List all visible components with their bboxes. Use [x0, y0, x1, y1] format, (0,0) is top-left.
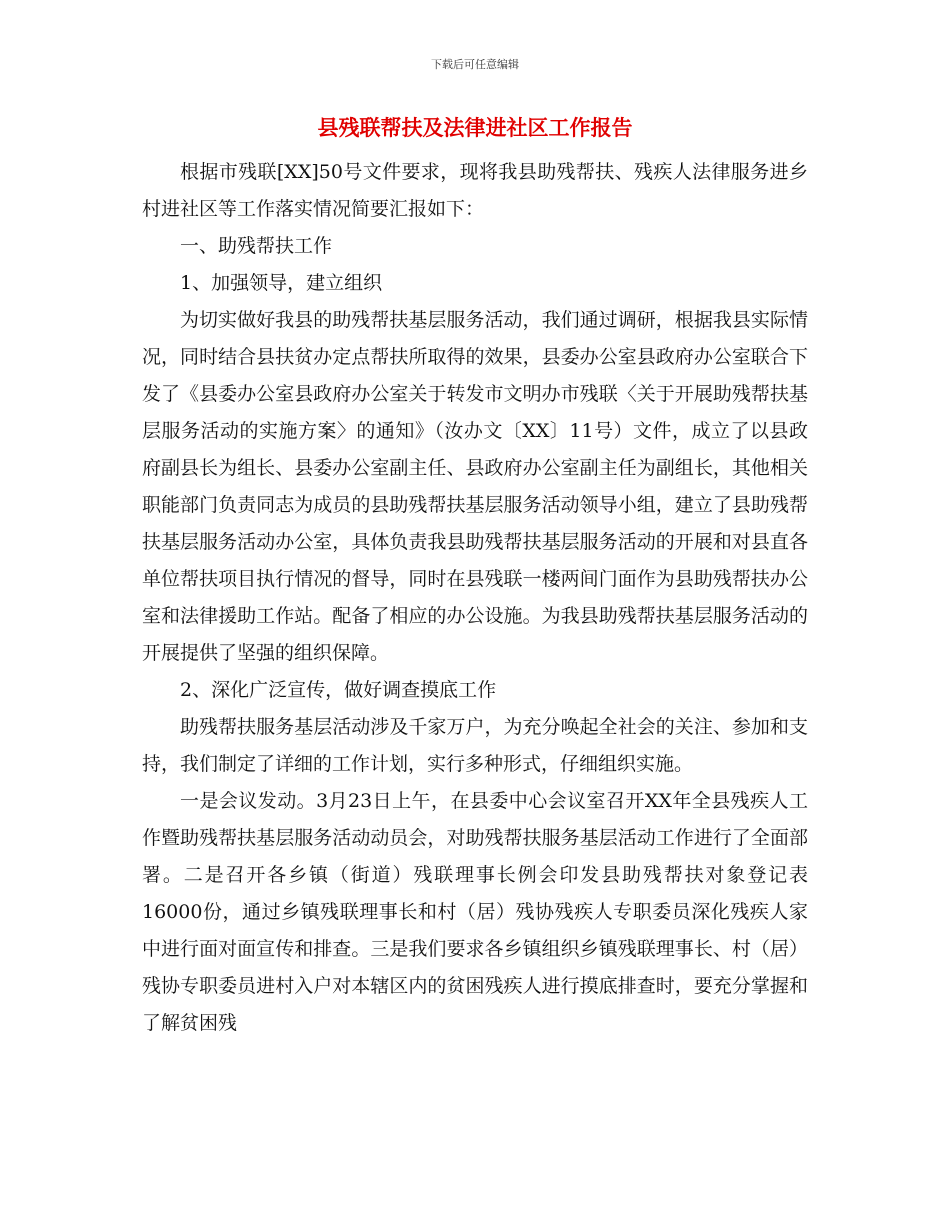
document-body: [142, 154, 808, 1042]
header-note: 下载后可任意编辑: [431, 58, 519, 71]
paragraph-organization: 为切实做好我县的助残帮扶基层服务活动，我们通过调研，根据我县实际情况，同时结合县扶贫办定点帮扶所取得的效果，县委办公室县政府办公室联合下发了《县委办公室县政府办公室关于转发市文明办市残联〈关于开展助残帮扶基层服务活动的实施方案〉的通知》（汝办文〔XX〕11号）文件，成立了以县政府副县长为组长、县委办公室副主任、县政府办公室副主任为副组长，其他相关职能部门负责同志为成员的县助残帮扶基层服务活动领导小组，建立了县助残帮扶基层服务活动办公室，具体负责我县助残帮扶基层服务活动的开展和对县直各单位帮扶项目执行情况的督导，同时在县残联一楼两间门面作为县助残帮扶办公室和法律援助工作站。配备了相应的办公设施。为我县助残帮扶基层服务活动的开展提供了坚强的组织保障。: [142, 309, 808, 664]
paragraph-publicity: 助残帮扶服务基层活动涉及千家万户，为充分唤起全社会的关注、参加和支持，我们制定了详细的工作计划，实行多种形式，仔细组织实施。: [142, 716, 808, 775]
paragraph-meetings: 一是会议发动。3月23日上午，在县委中心会议室召开XX年全县残疾人工作暨助残帮扶基层服务活动动员会，对助残帮扶服务基层活动工作进行了全面部署。二是召开各乡镇（街道）残联理事长例会印发县助残帮扶对象登记表16000份，通过乡镇残联理事长和村（居）残协残疾人专职委员深化残疾人家中进行面对面宣传和排查。三是我们要求各乡镇组织乡镇残联理事长、村（居）残协专职委员进村入户对本辖区内的贫困残疾人进行摸底排查时，要充分掌握和了解贫困残: [142, 790, 808, 1034]
document-title: 县残联帮扶及法律进社区工作报告: [317, 116, 633, 140]
section-heading-1: 一、助残帮扶工作: [180, 235, 333, 257]
paragraph-intro: 根据市残联[XX]50号文件要求，现将我县助残帮扶、残疾人法律服务进乡村进社区等工作落实情况简要汇报如下：: [142, 161, 808, 220]
subsection-heading-1: 1、加强领导，建立组织: [180, 272, 383, 294]
subsection-heading-2: 2、深化广泛宣传，做好调查摸底工作: [180, 679, 497, 701]
